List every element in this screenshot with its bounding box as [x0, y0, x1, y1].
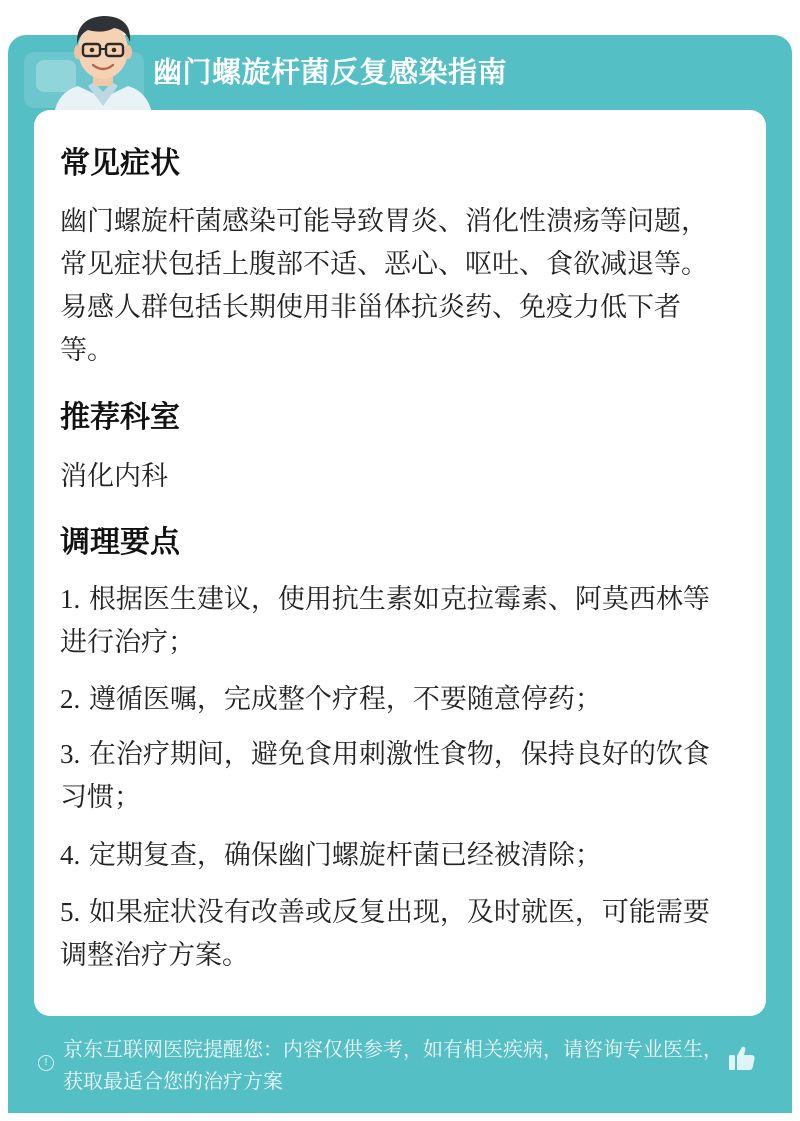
- symptoms-heading: 常见症状: [60, 146, 180, 181]
- care-item-number: 4.: [60, 840, 81, 870]
- page-title: 幽门螺旋杆菌反复感染指南: [153, 55, 508, 89]
- care-item: [60, 891, 732, 977]
- doctor-avatar: [48, 6, 158, 114]
- care-item-text: 遵循医嘱，完成整个疗程，不要随意停药；: [88, 684, 602, 715]
- care-item: [60, 733, 732, 819]
- care-item: [60, 578, 732, 664]
- care-item-text: 在治疗期间，避免食用刺激性食物，保持良好的饮食习惯；: [60, 739, 710, 813]
- care-item: [60, 678, 732, 721]
- disclaimer-text: 京东互联网医院提醒您：内容仅供参考，如有相关疾病，请咨询专业医生，获取最适合您的治疗方案: [63, 1037, 723, 1093]
- department-heading: 推荐科室: [60, 400, 180, 435]
- symptoms-text: 幽门螺旋杆菌感染可能导致胃炎、消化性溃疡等问题，常见症状包括上腹部不适、恶心、呕吐、食欲减退等。易感人群包括长期使用非甾体抗炎药、免疫力低下者等。: [60, 206, 708, 366]
- care-item-number: 2.: [60, 684, 81, 714]
- care-item-text: 如果症状没有改善或反复出现，及时就医，可能需要调整治疗方案。: [60, 897, 710, 971]
- care-heading: 调理要点: [60, 525, 180, 560]
- info-icon: !: [38, 1055, 54, 1071]
- department-text: 消化内科: [60, 461, 168, 492]
- care-item-number: 3.: [60, 739, 81, 769]
- care-item-number: 5.: [60, 897, 81, 927]
- care-item-number: 1.: [60, 584, 81, 614]
- thumbs-up-icon[interactable]: [726, 1042, 758, 1074]
- care-item-text: 根据医生建议，使用抗生素如克拉霉素、阿莫西林等进行治疗；: [60, 584, 710, 658]
- care-item: [60, 834, 732, 877]
- care-item-text: 定期复查，确保幽门螺旋杆菌已经被清除；: [88, 840, 602, 871]
